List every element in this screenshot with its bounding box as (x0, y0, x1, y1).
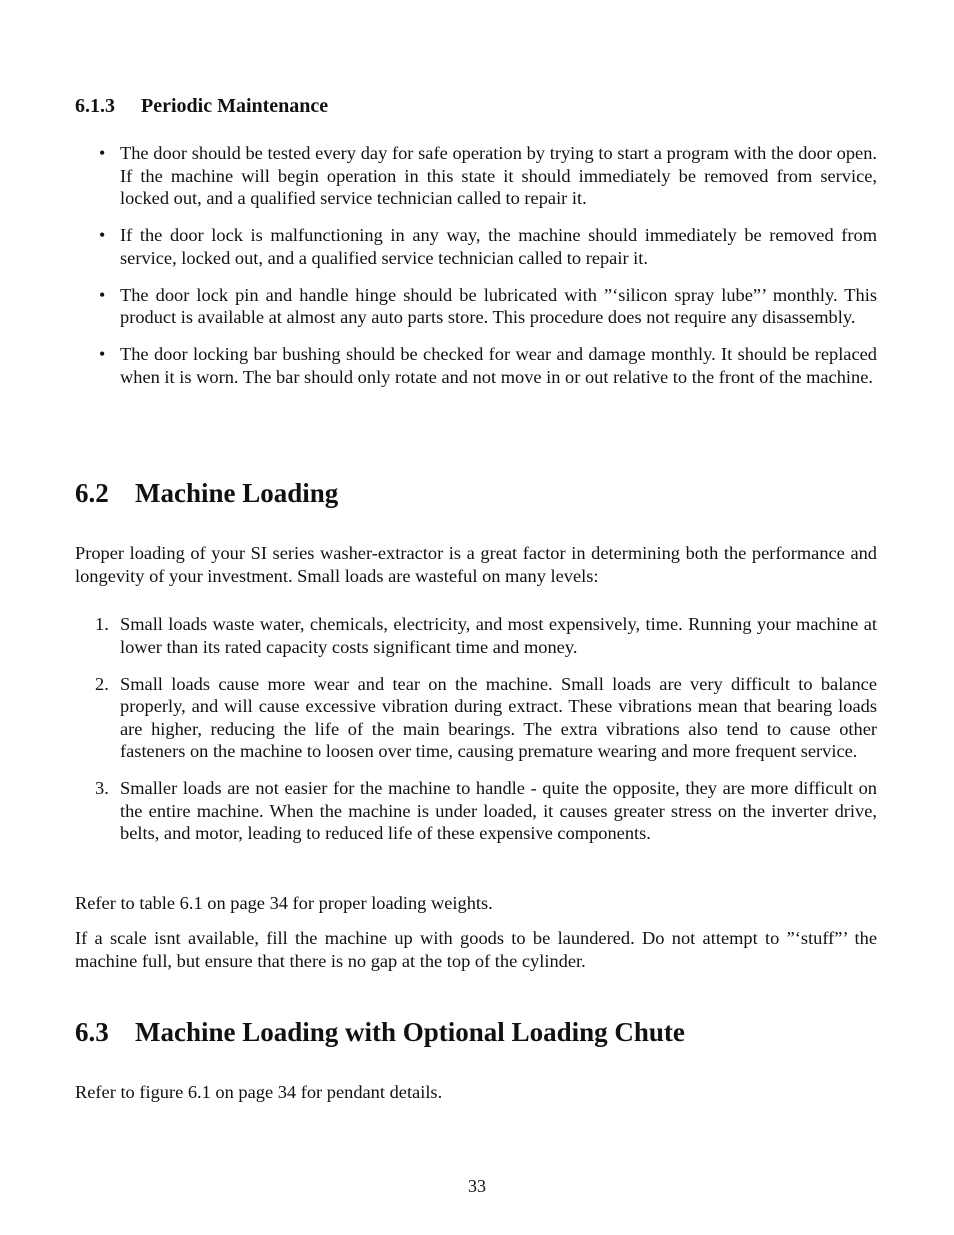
section-number: 6.2 (75, 478, 109, 508)
list-item-text: If the door lock is malfunctioning in any way, the machine should immediately be removed from service, locked out, and a qualified service technician called to repair it. (120, 225, 877, 268)
section-title: Machine Loading with Optional Loading Chute (135, 1017, 685, 1047)
section-heading-loading-chute (75, 1017, 685, 1048)
bullet-icon: • (99, 344, 106, 364)
loading-weights-reference: Refer to table 6.1 on page 34 for proper loading weights. (75, 893, 493, 913)
loading-numbered-list (75, 613, 877, 859)
subsection-title: Periodic Maintenance (141, 95, 329, 117)
loading-intro-paragraph: Proper loading of your SI series washer-extractor is a great factor in determining both the performance and longevity of your investment. Small loads are wasteful on many levels: (75, 543, 877, 586)
list-item (75, 673, 877, 763)
list-item (75, 284, 877, 329)
list-item-text: The door locking bar bushing should be checked for wear and damage monthly. It should be replaced when it is worn. The bar should only rotate and not move in or out relative to the front of the machine. (120, 344, 877, 387)
section-heading-machine-loading (75, 478, 338, 509)
list-item (75, 343, 877, 388)
list-item-text: Small loads waste water, chemicals, electricity, and most expensively, time. Running your machine at lower than its rated capacity costs significant time and money. (120, 614, 877, 657)
list-item (75, 777, 877, 845)
bullet-icon: • (99, 143, 106, 163)
subsection-heading (75, 95, 328, 118)
list-marker: 3. (95, 778, 109, 798)
list-item-text: The door should be tested every day for safe operation by trying to start a program with the door open. If the machine will begin operation in this state it should immediately be removed from service, locked out, and a qualified service technician called to repair it. (120, 143, 877, 208)
list-item (75, 142, 877, 210)
bullet-icon: • (99, 225, 106, 245)
page-number: 33 (468, 1176, 486, 1196)
list-item-text: Small loads cause more wear and tear on the machine. Small loads are very difficult to balance properly, and will cause excessive vibration during extract. These vibrations mean that bearing loads are higher, reducing the life of the main bearings. The extra vibrations also tend to cause other fasteners on the machine to loosen over time, causing premature wearing and more frequent service. (120, 673, 877, 761)
maintenance-bullet-list (75, 142, 877, 403)
list-marker: 2. (95, 673, 109, 694)
list-item (75, 224, 877, 269)
list-item-text: Smaller loads are not easier for the machine to handle - quite the opposite, they are more difficult on the entire machine. When the machine is under loaded, it causes greater stress on the inverter drive, belts, and motor, leading to reduced life of these expensive components. (120, 778, 877, 843)
scale-note-paragraph: If a scale isnt available, fill the machine up with goods to be laundered. Do not attempt to ”‘stuff”’ the machine full, but ensure that there is no gap at the top of the cylinder. (75, 928, 877, 971)
section-title: Machine Loading (135, 478, 339, 508)
section-number: 6.3 (75, 1017, 109, 1047)
list-marker: 1. (95, 614, 109, 634)
list-item (75, 613, 877, 658)
subsection-number: 6.1.3 (75, 95, 115, 117)
pendant-reference: Refer to figure 6.1 on page 34 for pendant details. (75, 1082, 443, 1102)
list-item-text: The door lock pin and handle hinge should be lubricated with ”‘silicon spray lube”’ monthly. This product is available at almost any auto parts store. This procedure does not require any disassembly. (120, 284, 877, 327)
bullet-icon: • (99, 284, 106, 305)
